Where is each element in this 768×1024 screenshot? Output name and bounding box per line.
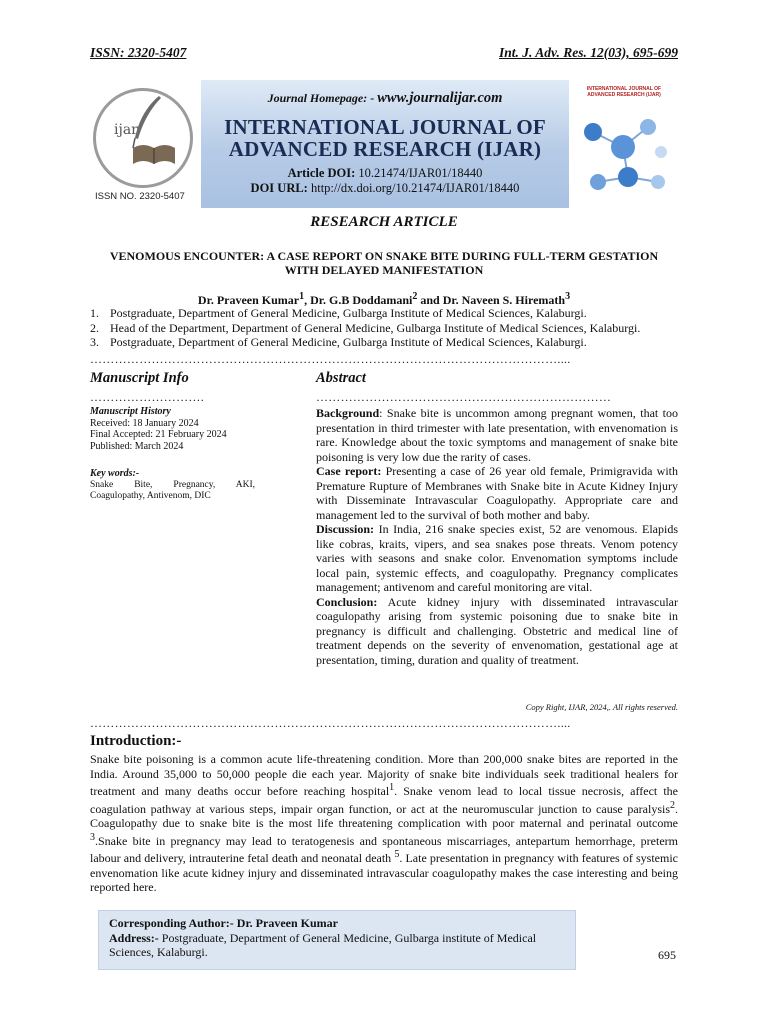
abstract-section-label: Discussion: [316, 522, 375, 536]
dotted-separator: …………………………………………………………………………………………………….... [90, 352, 571, 366]
abstract-discussion [316, 522, 678, 595]
introduction-paragraph [90, 752, 678, 895]
corresponding-author-label: Corresponding Author:- Dr. Praveen Kumar [109, 916, 338, 930]
doi-url-label: DOI URL: [250, 181, 308, 195]
abstract-case-report [316, 464, 678, 522]
abstract-body [316, 406, 678, 667]
abstract-section-text: In India, 216 snake species exist, 52 are venomous. Elapids like cobras, kraits, vipers, and sea snakes pose threats. Venom potency varies with seasons and snake color. Envenomation symptoms include local pain, systemic effects, and coagulopathy. Pregnancy complicates management; antivenom and careful monitoring are vital. [316, 522, 679, 594]
doi-value: 10.21474/IJAR01/18440 [358, 166, 483, 180]
logo-text: ijar [114, 122, 138, 138]
article-title-line1: VENOMOUS ENCOUNTER: A CASE REPORT ON SNAKE BITE DURING FULL-TERM GESTATION [109, 249, 659, 263]
corresponding-address [109, 931, 565, 960]
address-label: Address:- [109, 930, 159, 945]
corresponding-author-box [98, 910, 576, 970]
article-type: RESEARCH ARTICLE [310, 214, 458, 230]
manuscript-info-heading: Manuscript Info [90, 370, 189, 386]
book-icon [131, 138, 177, 168]
published-date: Published: March 2024 [90, 440, 184, 452]
abstract-section-text: Snake bite is uncommon among pregnant women, that too presentation in third trimester with late presentation, with envenomation is rare. Knowledge about the toxic symptoms and management of snake bite poisoning is very low due the rarity of cases. [316, 406, 678, 464]
doi-label: Article DOI: [287, 166, 356, 180]
cover-title: INTERNATIONAL JOURNAL OF ADVANCED RESEARCH (IJAR) [586, 86, 662, 98]
author-name: Dr. Praveen Kumar [197, 293, 300, 307]
page-number: 695 [658, 948, 676, 962]
journal-name-line2: ADVANCED RESEARCH (IJAR) [228, 137, 542, 161]
received-date: Received: 18 January 2024 [90, 417, 199, 429]
abstract-section-text: Presenting a case of 26 year old female, Primigravida with Premature Rupture of Membranes with Snake bite in Acute Kidney Injury with Disseminate Intravascular Coagulopathy. Appropriate care and management led to the survival of both mother and baby. [316, 464, 679, 522]
issn-text: ISSN: 2320-5407 [90, 45, 187, 60]
abstract-heading: Abstract [316, 370, 366, 386]
intro-text: . Snake venom lead to local tissue necrosis, affect the coagulation pathway at various steps, impair organ function, or act at the neuromuscular junction to cause paralysis [90, 784, 678, 816]
intro-text: Snake bite poisoning is a common acute life-threatening condition. More than 200,000 snake bites are reported in the India. Around 35,000 to 50,000 people die each year. Majority of snake bite individuals seek traditional healers for treatment and many deaths occur before reaching hospital [90, 752, 678, 798]
homepage-label: Journal Homepage: - [267, 91, 375, 105]
affiliation-text: Postgraduate, Department of General Medicine, Gulbarga Institute of Medical Sciences, Kalaburgi. [110, 335, 587, 349]
molecule-icon [573, 102, 675, 204]
author-affil-number: 3 [565, 291, 571, 302]
abstract-label-separator: : [379, 406, 387, 420]
author-affil-number: 2 [412, 291, 418, 302]
journal-name [209, 116, 561, 160]
affiliation-item [90, 321, 678, 336]
address-text: Postgraduate, Department of General Medicine, Gulbarga institute of Medical Sciences, Kalaburgi. [109, 930, 537, 959]
dotted-separator: …………………………………………………………………………………………………….... [90, 716, 571, 730]
keywords-text: Snake Bite, Pregnancy, AKI, Coagulopathy, Antivenom, DIC [90, 479, 255, 501]
logo-issn: ISSN NO. 2320-5407 [95, 191, 185, 202]
journal-logo [91, 80, 201, 208]
citation-ref: 3 [90, 831, 95, 843]
affiliation-number: 1. [90, 306, 99, 320]
author-affil-number: 1 [299, 291, 305, 302]
abstract-background [316, 406, 678, 464]
author-name: Dr. G.B Doddamani [310, 293, 413, 307]
author-separator: , [304, 293, 311, 307]
abstract-section-label: Background [316, 406, 380, 420]
intro-text: . Late presentation in pregnancy with features of systemic envenomation like acute kidney injury and disseminated intravascular coagulopathy makes the case interesting and being reported here. [90, 851, 678, 894]
abstract-section-text: Acute kidney injury with disseminated intravascular coagulopathy arising from systemic poisoning due to snake bite in pregnancy is difficult and challenging. Obstetric and medical line of treatment depends on the severity of envenomation, gestational age at presentation, timing, duration and quality of treatment. [316, 594, 678, 667]
article-title-line2: WITH DELAYED MANIFESTATION [284, 263, 484, 277]
running-header [90, 45, 678, 61]
author-conjunction: and [417, 293, 443, 307]
citation-ref: 2 [670, 799, 675, 811]
copyright-notice: Copy Right, IJAR, 2024,. All rights reserved. [525, 702, 678, 712]
journal-homepage [209, 90, 561, 107]
affiliation-text: Postgraduate, Department of General Medicine, Gulbarga Institute of Medical Sciences, Kalaburgi. [110, 306, 587, 320]
citation-ref: 1 [389, 782, 395, 793]
manuscript-info [90, 406, 255, 502]
manuscript-history-label: Manuscript History [90, 406, 171, 417]
abstract-conclusion [316, 595, 678, 668]
doi-url-link[interactable]: http://dx.doi.org/10.21474/IJAR01/18440 [310, 181, 520, 195]
affiliation-number: 2. [90, 320, 99, 335]
citation-ref: 5 [394, 849, 400, 860]
dotted-separator: ………………………. [90, 390, 204, 404]
affiliation-list [90, 306, 678, 350]
journal-banner [91, 80, 679, 208]
journal-cover-image [569, 80, 679, 208]
homepage-link[interactable]: www.journalijar.com [377, 90, 503, 106]
keywords-label: Key words:- [90, 468, 140, 479]
abstract-section-label: Case report: [316, 464, 382, 478]
affiliation-text: Head of the Department, Department of General Medicine, Gulbarga Institute of Medical Sciences, Kalaburgi. [110, 320, 641, 335]
affiliation-number: 3. [90, 335, 99, 349]
intro-text: . Coagulopathy due to snake bite is the most life threatening complication with poor maternal and perinatal outcome [90, 801, 678, 830]
dotted-separator: ……………………………………………………………… [316, 390, 612, 404]
affiliation-item [90, 306, 678, 321]
doi-block [209, 166, 561, 196]
intro-text: .Snake bite in pregnancy may lead to teratogenesis and spontaneous miscarriages, antepartum hemorrhage, preterm labour and delivery, intrauterine fetal death and neonatal death [90, 833, 678, 865]
abstract-section-label: Conclusion: [316, 594, 378, 609]
abstract-label-separator [377, 595, 387, 609]
citation-text: Int. J. Adv. Res. 12(03), 695-699 [499, 45, 678, 60]
accepted-date: Final Accepted: 21 February 2024 [90, 429, 227, 440]
affiliation-item [90, 335, 678, 350]
author-name: Dr. Naveen S. Hiremath [442, 293, 566, 307]
journal-name-line1: INTERNATIONAL JOURNAL OF [224, 115, 546, 139]
article-title [90, 249, 678, 277]
introduction-heading: Introduction:- [90, 733, 182, 749]
